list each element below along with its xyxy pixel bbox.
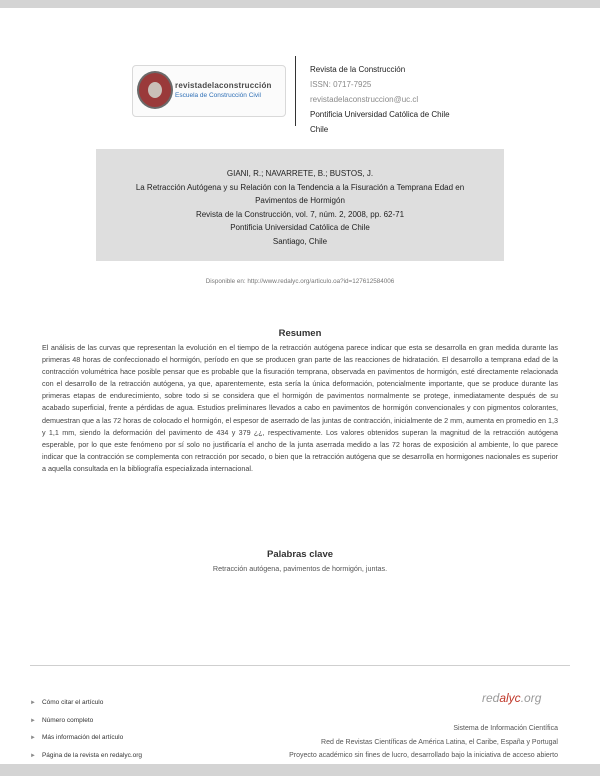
arrow-right-icon: ► xyxy=(30,735,36,742)
footer-divider xyxy=(30,665,570,666)
journal-logo xyxy=(132,65,286,117)
journal-issn: ISSN: 0717-7925 xyxy=(310,80,372,89)
reference-title-line1: La Retracción Autógena y su Relación con la Tendencia a la Fisuración a Temprana Edad en xyxy=(135,182,465,192)
keywords-text: Retracción autógena, pavimentos de hormigón, juntas. xyxy=(212,564,388,573)
reference-authors: GIANI, R.; NAVARRETE, B.; BUSTOS, J. xyxy=(226,169,374,178)
header-divider xyxy=(295,56,296,126)
abstract-text: El análisis de las curvas que representan la evolución en el tiempo de la retracción autógena parece indicar que esta se desarrolla en gran medida durante las primeras 48 horas de confeccionado el hormigón, período en que se producen gran parte de las reacciones de hidratación. El desarrollo a temprana edad de la contracción volumétrica hace posible pensar que es probable que la fisuración temprana, observada en pavimentos de hormigón, esté directamente relacionada con el desarrollo de la retracción autógena, ya que, aparentemente, esta sería la única deformación, potencialmente importante, que se produce durante las primeras etapas de endurecimiento, sobre todo si se considera que el hormigón de pavimentos normalmente se protege, inmediatamente después de su acabado superficial, frente a pérdidas de agua. Estudios preliminares llevados a cabo en pavimentos de hormigón convencionales y con pigmentos colorantes, demuestran que a las 72 horas de colocado el hormigón, el espesor de aserrado de las juntas de contracción, inicialmente de 2 mm, aumenta en promedio en 1,3 y 1,1 mm, siendo la deformación del pavimento de 434 y 379 ¿¿, respectivamente. Los valores obtenidos superan la magnitud de la retracción autógena esperable, por lo que este fenómeno por sí solo no justificaría el ancho de la junta aserrada medido a las 72 horas de exposición al ambiente, lo que parece indicar que la contracción se complementa con retracción por secado, o bien que la retracción autógena que se desarrolla en hormigones nacionales es superior a aquella consultada en la bibliografía especializada internacional. xyxy=(42,343,558,473)
footer-line3: Proyecto académico sin fines de lucro, desarrollado bajo la iniciativa de acceso abierto xyxy=(289,752,558,759)
link-article-info[interactable]: ► Más información del artículo xyxy=(30,734,124,742)
article-links xyxy=(30,699,142,769)
journal-email[interactable]: revistadelaconstruccion@uc.cl xyxy=(310,95,419,104)
journal-name: Revista de la Construcción xyxy=(310,65,406,74)
footer-line2: Red de Revistas Científicas de América Latina, el Caribe, España y Portugal xyxy=(321,738,558,746)
footer-line1: Sistema de Información Científica xyxy=(453,725,558,732)
reference-title-line2: Pavimentos de Hormigón xyxy=(255,196,345,205)
arrow-right-icon: ► xyxy=(30,700,36,706)
journal-info xyxy=(310,62,450,137)
keywords-heading: Palabras clave xyxy=(266,549,334,560)
reference-citation: Revista de la Construcción, vol. 7, núm. 2, 2008, pp. 62-71 xyxy=(195,209,405,219)
link-cite-article[interactable]: ► Cómo citar el artículo xyxy=(30,699,104,706)
reference-institution: Pontificia Universidad Católica de Chile xyxy=(230,223,370,232)
university-seal-icon xyxy=(137,71,173,109)
available-link[interactable]: Disponible en: http://www.redalyc.org/articulo.oa?id=127612584006 xyxy=(205,278,395,285)
arrow-right-icon: ► xyxy=(30,752,36,759)
logo-title: revistadelaconstrucción xyxy=(175,81,272,90)
link-full-issue[interactable]: ► Número completo xyxy=(30,716,94,724)
reference-place: Santiago, Chile xyxy=(272,236,328,246)
document-page xyxy=(0,8,600,764)
arrow-right-icon: ► xyxy=(30,717,36,724)
abstract-heading: Resumen xyxy=(278,328,322,339)
link-journal-page[interactable]: ► Página de la revista en redalyc.org xyxy=(30,751,143,759)
journal-university: Pontificia Universidad Católica de Chile xyxy=(310,110,450,119)
reference-box xyxy=(96,149,504,261)
journal-country: Chile xyxy=(310,125,329,134)
redalyc-logo[interactable]: redalyc.org xyxy=(482,691,542,705)
footer-info xyxy=(289,722,558,763)
logo-subtitle: Escuela de Construcción Civil xyxy=(175,92,261,99)
